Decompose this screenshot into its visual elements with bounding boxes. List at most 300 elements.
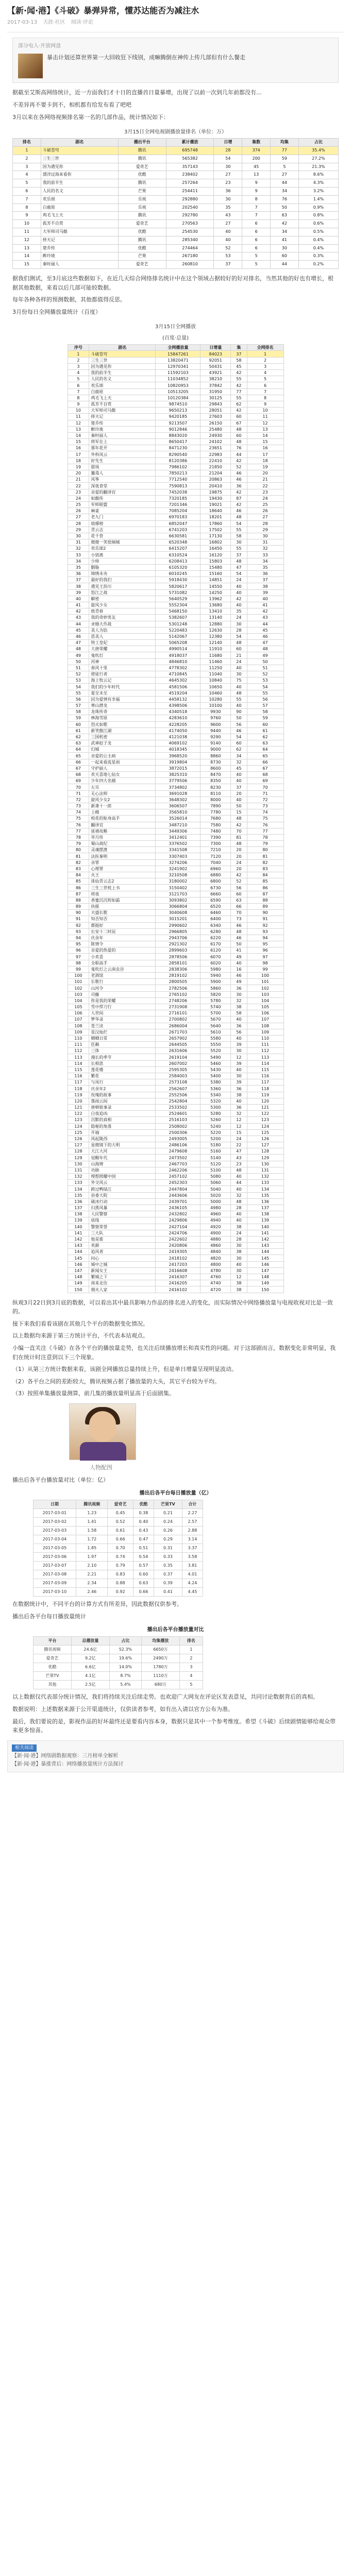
table-cell: 50 [231,715,247,721]
table-cell: 11250 [200,665,231,671]
table-cell: 118 [68,1086,89,1092]
table-cell: 2473502 [156,1155,200,1161]
figure-label: 人物配图 [90,1464,112,1471]
table-cell: 70 [231,828,247,834]
table-cell: 龙珠传奇 [89,709,156,715]
table-cell: 玫瑰的故事 [89,1092,156,1098]
table-cell: 5400 [200,1073,231,1079]
table-cell: 129 [247,1155,283,1161]
table-cell: 2671703 [156,1029,200,1035]
table-cell: 34 [247,558,283,564]
table-cell: 15 [231,809,247,816]
table-cell: 13140 [200,615,231,621]
table-cell: 0.33 [154,1553,182,1562]
table-cell: 狂飙 [89,1042,156,1048]
related-reading [7,1740,344,1772]
table-cell: 爱奇艺 [34,1654,72,1663]
table-cell: 2417203 [156,1261,200,1267]
table-cell: 106 [247,1010,283,1016]
table-cell: 72 [68,796,89,803]
table-cell: 11 [13,228,41,236]
table-cell: 1.85 [76,1544,108,1553]
table-cell: 2429806 [156,1217,200,1224]
paragraph: 不差异再不要卡到不，相机都有给发布看了吧吧 [12,101,131,108]
table-cell: 河神 [89,658,156,665]
table-cell: 3040608 [156,910,200,916]
table-cell: 43 [68,615,89,621]
table-cell: 怒江之战 [89,589,156,596]
table-cell: 42 [231,370,247,376]
table-cell: 107 [68,1016,89,1023]
table-cell: 15847261 [156,351,200,357]
table-cell: 48 [247,646,283,652]
table-cell: 孤芳不自赏 [41,220,118,228]
table-cell: 2493005 [156,1136,200,1142]
table-cell: 30 [214,195,242,204]
table-cell: 5430 [200,1066,231,1073]
table-cell: 2467703 [156,1161,200,1167]
table-cell: 48 [68,646,89,652]
table-cell: 30 [231,1048,247,1054]
table-title: 播出后各平台每日播放量（亿） [139,1490,212,1497]
table-cell: 31950 [200,388,231,395]
table-row [13,146,339,155]
table-cell: 103 [68,991,89,997]
table-cell: 40 [231,960,247,966]
table-row [68,822,283,828]
table-cell: 41 [231,947,247,954]
table-cell: 3606507 [156,803,200,809]
table-cell: 1 [179,1646,203,1654]
table-cell: 7850213 [156,470,200,477]
table-cell: 2017-03-07 [34,1562,76,1570]
table-cell: 40 [231,1016,247,1023]
table-cell: 40 [231,778,247,784]
table-row [68,690,283,696]
table-cell: 5490 [200,1054,231,1060]
table-cell: 21850 [200,464,231,470]
table-cell: 92051 [200,357,231,363]
table-cell: 1.58 [76,1527,108,1535]
table-cell: 5060 [200,1180,231,1186]
table-cell: 6520 [200,903,231,909]
table-cell: 73 [231,916,247,922]
table-cell: 8600 [200,765,231,771]
table-cell: 28 [231,1236,247,1242]
table-cell: 8230 [200,784,231,790]
table-cell: 39 [247,589,283,596]
table-row [68,514,283,520]
table-cell: 5 [179,1681,203,1689]
related-link[interactable]: 【新·闻·港】网络剧数据观察：三月榜单全解析 [12,1753,119,1759]
table-cell: 76 [68,822,89,828]
table-row [68,388,283,395]
table-cell: 14851 [200,577,231,583]
table-cell: 法医秦明 [89,853,156,859]
table-cell: 144 [68,1249,89,1255]
table-cell: 三生三世 [89,357,156,363]
table-cell: 46 [231,470,247,477]
table-cell: 55 [231,527,247,533]
table-cell: 9874510 [156,401,200,407]
table-row [68,765,283,771]
table-row [68,1042,283,1048]
table-cell: 77 [68,828,89,834]
table-cell: 15 [68,439,89,445]
table-cell: 40 [231,1066,247,1073]
table-cell: 109 [247,1029,283,1035]
table-row [68,985,283,991]
table-cell: 9 [13,212,41,220]
table-cell: 52 [214,244,242,252]
table-cell: 0.66 [133,1588,154,1597]
table-cell: 旋风少女2 [89,796,156,803]
table-cell: 5 [242,252,271,261]
table-cell: 4283610 [156,715,200,721]
table-cell: 8110 [200,790,231,796]
table-cell: 24 [247,495,283,501]
table-cell: 29 [68,527,89,533]
table-cell: 9760 [200,715,231,721]
paragraph: 小编一直关注《斗破》在各个平台的播放量走势，也关注后续播放增长和真实性的问题。对于这部剧而言，数据变化非常明显，我们在统计时注意到以下三个现象。 [12,1344,336,1361]
table-cell: 100 [247,973,283,979]
table-cell: 2416205 [156,1280,200,1286]
table-row [68,1186,283,1192]
table-cell: 4340518 [156,709,200,715]
table-cell: 59 [247,715,283,721]
table-cell: 5610 [200,1029,231,1035]
table-cell: 扶摇 [89,903,156,909]
table-cell: 44 [68,621,89,627]
table-cell: 6460 [200,910,231,916]
table-cell: 5780 [200,997,231,1004]
table-cell: 2966805 [156,928,200,935]
table-cell: 3066804 [156,903,200,909]
table-cell: 4720 [200,1286,231,1293]
table-cell: 苍兰诀 [89,1023,156,1029]
table-cell: 84023 [200,351,231,357]
table-cell: 5382607 [156,615,200,621]
table-cell: 30 [214,163,242,171]
table-cell: 3779506 [156,778,200,784]
table-cell: 9 [68,401,89,407]
table-row [68,966,283,972]
table-cell: 司藤 [89,991,156,997]
table-cell: 6 [242,228,271,236]
table-cell: 7680 [200,816,231,822]
table-cell: 28 [247,520,283,527]
table-cell: 67 [231,420,247,426]
table-cell: 26150 [200,420,231,426]
table-cell: 7085204 [156,508,200,514]
column-header: 均集 [271,139,299,147]
table-cell: 48 [231,1198,247,1205]
table-cell: 85 [247,878,283,885]
table-cell: 腾讯 [118,212,166,220]
related-link[interactable]: 【新·闻·港】暴涨背后：网络播放量统计方法探讨 [12,1761,124,1767]
table-cell: 42 [231,596,247,602]
table-cell: 6800 [200,878,231,885]
table-cell: 0.54 [133,1553,154,1562]
table-cell: 45 [68,627,89,633]
table-row [34,1509,203,1518]
table-cell: 芒果 [118,187,166,195]
paragraph: 纵观3月22日到3月底的数据，可以看出其中最具影响力作品的排名进入的变化，而实际情况中网络播放量与电视收视对比是一致的。 [12,1299,333,1315]
table-cell: 2432802 [156,1211,200,1217]
table-cell: 追风者 [89,1249,156,1255]
table-row [68,546,283,552]
table-row [68,477,283,483]
table-row [68,539,283,546]
table-row [34,1672,203,1681]
table-cell: 5080 [200,1174,231,1180]
article-source[interactable]: 天涯·社区 [43,20,65,26]
table-cell: 0.63 [133,1579,154,1588]
table-cell: 133 [247,1180,283,1186]
table-cell: 49 [68,652,89,658]
table-row [68,997,283,1004]
table-cell: 38 [247,583,283,589]
table-cell: 12 [231,1274,247,1280]
table-cell: 12 [231,1054,247,1060]
table-cell: 7300 [200,841,231,847]
table-cell: 扫黑风暴 [89,1205,156,1211]
table-cell: 2584003 [156,1073,200,1079]
table-cell: 2.5亿 [71,1681,109,1689]
table-cell: 0.83 [108,1570,133,1579]
table-cell: 81 [231,834,247,840]
table-cell: 44 [271,261,299,269]
table-cell: 知否知否 [89,916,156,922]
table-cell: 20 [231,847,247,853]
table-cell: 5240 [200,1123,231,1129]
table-cell: 374 [242,146,271,155]
table-cell: 6741203 [156,527,200,533]
table-cell: 9 [242,179,271,188]
table-cell: 42 [231,489,247,495]
table-cell: 他是谁 [89,1236,156,1242]
paragraph: 播出后各平台播放量对比（单位：亿） [12,1476,109,1483]
table-cell: 5220 [200,1129,231,1136]
table-row [68,1174,283,1180]
table-cell: 白夜追凶 [89,1111,156,1117]
table-cell: 105 [68,1004,89,1010]
table-row [68,947,283,954]
table-cell: 4920 [200,1224,231,1230]
table-cell: 腾讯 [118,236,166,244]
table-cell: 19 [68,464,89,470]
table-cell: 38 [231,1249,247,1255]
table-row [68,1261,283,1267]
table-row [68,414,283,420]
table-cell: 28051 [200,408,231,414]
table-row [68,1155,283,1161]
table-cell: 3648302 [156,796,200,803]
table-cell: 101 [68,979,89,985]
table-row [68,527,283,533]
table-cell: 22 [247,483,283,489]
table-cell: 20 [68,470,89,477]
table-row [68,1142,283,1148]
table-cell: 人世间 [89,1010,156,1016]
table-cell: 择天记 [89,414,156,420]
table-cell: 7580 [200,822,231,828]
table-cell: 5000 [200,1198,231,1205]
table-row [68,1280,283,1286]
table-cell: 2 [13,155,41,163]
table-cell: 238402 [166,171,214,179]
table-cell: 38210 [200,376,231,382]
table-cell: 6660 [200,891,231,897]
table-cell: 9 [242,187,271,195]
table-row [13,212,339,220]
table-row [68,702,283,708]
table-cell: 115 [247,1066,283,1073]
table-cell: 40 [247,596,283,602]
table-cell: 24930 [200,432,231,438]
table-cell: 128 [247,1148,283,1155]
table-row [68,608,283,615]
table-cell: 庆余年2 [89,1086,156,1092]
table-cell: 2.21 [76,1570,108,1579]
table-cell: 23 [247,489,283,495]
table-cell: 65 [247,753,283,759]
table-cell: 小别离 [89,552,156,558]
table-row [68,1004,283,1010]
table-row [68,910,283,916]
table-cell: 5731082 [156,589,200,596]
table-cell: 8 [247,395,283,401]
table-cell: 5040 [200,1186,231,1192]
table-cell: 125 [68,1129,89,1136]
table-cell: 2422602 [156,1236,200,1242]
table-cell: 10840 [200,677,231,684]
table-cell: 0.29 [154,1535,182,1544]
table-cell: 6020 [200,960,231,966]
table-row [68,784,283,790]
table-cell: 4519204 [156,690,200,696]
table-cell: 30 [231,621,247,627]
column-header: 占比 [298,139,338,147]
table-cell: 8120386 [156,457,200,464]
table-cell: 12 [231,1117,247,1123]
table-cell: 唐朝诡事录 [89,1104,156,1110]
table-row [68,1054,283,1060]
table-cell: 0.31 [154,1544,182,1553]
table-row [68,615,283,621]
table-cell: 119 [68,1092,89,1098]
table-cell: 楚乔传 [41,244,118,252]
table-cell: 香蜜沉沉烬如霜 [89,897,156,903]
table-cell: 127 [247,1142,283,1148]
table-cell: 54 [214,155,242,163]
table-cell: 54 [247,684,283,690]
table-cell: 0.66 [108,1535,133,1544]
table-cell: 2490万 [141,1654,179,1663]
table-cell: 亲爱的翻译官 [89,489,156,495]
table-cell: 5200 [200,1136,231,1142]
table-cell: 醉玲珑 [41,252,118,261]
table-cell: 54 [231,633,247,639]
related-tag: 相关阅读 [12,1744,37,1752]
table-cell: 0.57 [133,1562,154,1570]
table-cell: 繁花 [89,1073,156,1079]
table-cell: 83 [247,866,283,872]
table-cell: 外交风云 [89,1180,156,1186]
table-cell: 5550 [200,1042,231,1048]
column-header: 累计播放 [166,139,214,147]
table-cell: 23 [68,489,89,495]
table-cell: 芒果 [118,252,166,261]
table-row [68,916,283,922]
table-cell: 47 [231,564,247,570]
table-cell: 0.37 [154,1570,182,1579]
table-cell: 30 [68,533,89,539]
table-cell: 72 [247,796,283,803]
table-cell: 32 [231,1111,247,1117]
table-row [68,1217,283,1224]
table-cell: 11910 [200,646,231,652]
table-cell: 74 [247,809,283,816]
table-cell: 9 [247,401,283,407]
table-title: 播出后各平台播放量对比 [147,1627,204,1633]
table-cell: 9140 [200,740,231,747]
table-cell: 40 [231,1261,247,1267]
table-cell: 24.6亿 [71,1646,109,1654]
table-cell: 10820953 [156,382,200,388]
share-card[interactable] [12,38,339,83]
table-cell: 少年四大名捕 [89,778,156,784]
table-cell: 142 [247,1236,283,1242]
table-cell: 5 [247,376,283,382]
article-header [0,0,351,29]
table-cell: 2500306 [156,1129,200,1136]
table-cell: 129 [68,1155,89,1161]
table-cell: 4960 [200,1211,231,1217]
table-cell: 秦时丽人 [41,261,118,269]
table-row [34,1654,203,1663]
table-cell: 4940 [200,1217,231,1224]
table-row [68,1136,283,1142]
table-cell: 鸡毛飞上天 [89,395,156,401]
table-cell: 2542804 [156,1098,200,1104]
table-cell: 22 [68,483,89,489]
table-cell: 106 [68,1010,89,1016]
table-row [68,1029,283,1035]
table-cell: 深夜食堂 [89,483,156,489]
table-cell: 白鹿原 [89,388,156,395]
table-cell: 3526014 [156,816,200,822]
table-cell: 5301248 [156,621,200,627]
column-header: 全网排名 [247,345,283,351]
table-cell: 30 [231,671,247,677]
table-row [68,1249,283,1255]
table-cell: 斗破苍穹 [89,351,156,357]
table-cell: 2700802 [156,1016,200,1023]
table-cell: 2644505 [156,1042,200,1048]
table-cell: 31 [68,539,89,546]
table-cell: 27.2% [298,155,338,163]
table-cell: 89 [247,903,283,909]
table-cell: 12 [68,420,89,426]
table-cell: 14550 [200,583,231,589]
table-cell: 66 [247,759,283,765]
table-cell: 680万 [141,1681,179,1689]
table-row [68,351,283,357]
column-header: 排名 [179,1637,203,1646]
column-header: 排名 [13,139,41,147]
table-cell: 41 [68,602,89,608]
